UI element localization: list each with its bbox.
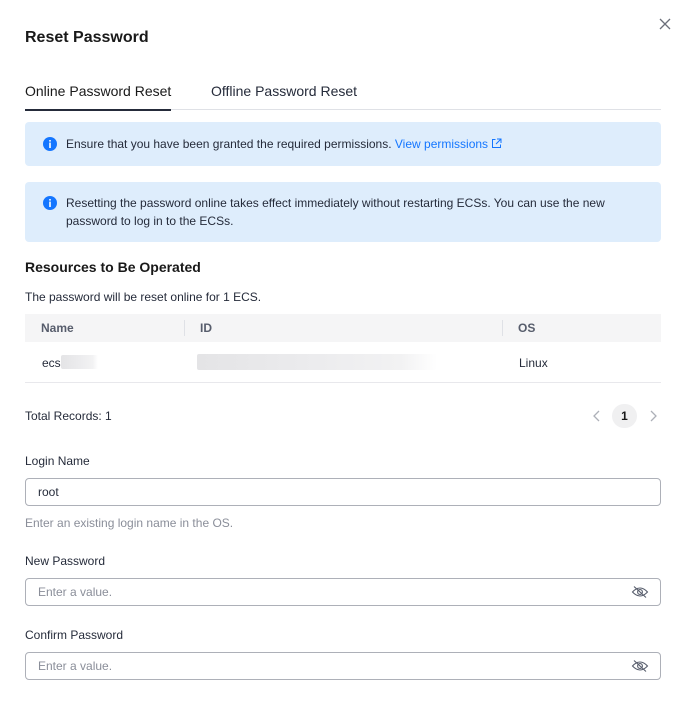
- pagination-page-button[interactable]: 1: [612, 404, 637, 428]
- column-header-id: ID: [200, 321, 212, 335]
- tab-offline-password-reset[interactable]: Offline Password Reset: [211, 83, 358, 99]
- login-name-input[interactable]: [25, 478, 661, 506]
- row-os-cell: Linux: [519, 356, 548, 370]
- resources-table: [25, 314, 661, 383]
- info-icon: [43, 137, 57, 151]
- redacted-id: [197, 354, 437, 370]
- confirm-password-label: Confirm Password: [25, 628, 124, 642]
- info-icon: [43, 196, 57, 210]
- external-link-icon: [491, 138, 502, 149]
- chevron-right-icon[interactable]: [646, 408, 660, 424]
- confirm-password-input[interactable]: [25, 652, 661, 680]
- column-header-os: OS: [518, 321, 536, 335]
- table-row: [25, 342, 661, 383]
- new-password-input[interactable]: [25, 578, 661, 606]
- resources-section-title: Resources to Be Operated: [25, 259, 201, 275]
- table-header: [25, 314, 661, 342]
- online-reset-alert: [25, 182, 661, 242]
- eye-off-icon[interactable]: [631, 659, 649, 673]
- online-reset-alert-text: Resetting the password online takes effect immediately without restarting ECSs. You can use the new password to log in to the ECSs.: [66, 196, 605, 228]
- permissions-alert-text: Ensure that you have been granted the required permissions.: [66, 137, 392, 151]
- close-button[interactable]: [656, 15, 674, 33]
- dialog-title: Reset Password: [25, 29, 149, 46]
- tab-bar: [25, 80, 661, 110]
- column-header-name: Name: [41, 321, 74, 335]
- login-name-label: Login Name: [25, 454, 90, 468]
- close-icon: [656, 15, 674, 33]
- view-permissions-link[interactable]: [395, 137, 502, 151]
- tab-online-password-reset[interactable]: Online Password Reset: [25, 83, 171, 110]
- column-divider[interactable]: [502, 320, 503, 336]
- permissions-alert: [25, 122, 661, 166]
- redacted-name: [61, 355, 98, 369]
- eye-off-icon[interactable]: [631, 585, 649, 599]
- row-name-cell: ecs: [42, 356, 61, 370]
- column-divider[interactable]: [184, 320, 185, 336]
- new-password-label: New Password: [25, 554, 106, 568]
- total-records: Total Records: 1: [25, 409, 112, 423]
- resources-description: The password will be reset online for 1 ECS.: [25, 290, 262, 304]
- view-permissions-label: View permissions: [394, 137, 489, 151]
- chevron-left-icon[interactable]: [590, 408, 604, 424]
- login-name-hint: Enter an existing login name in the OS.: [25, 516, 234, 530]
